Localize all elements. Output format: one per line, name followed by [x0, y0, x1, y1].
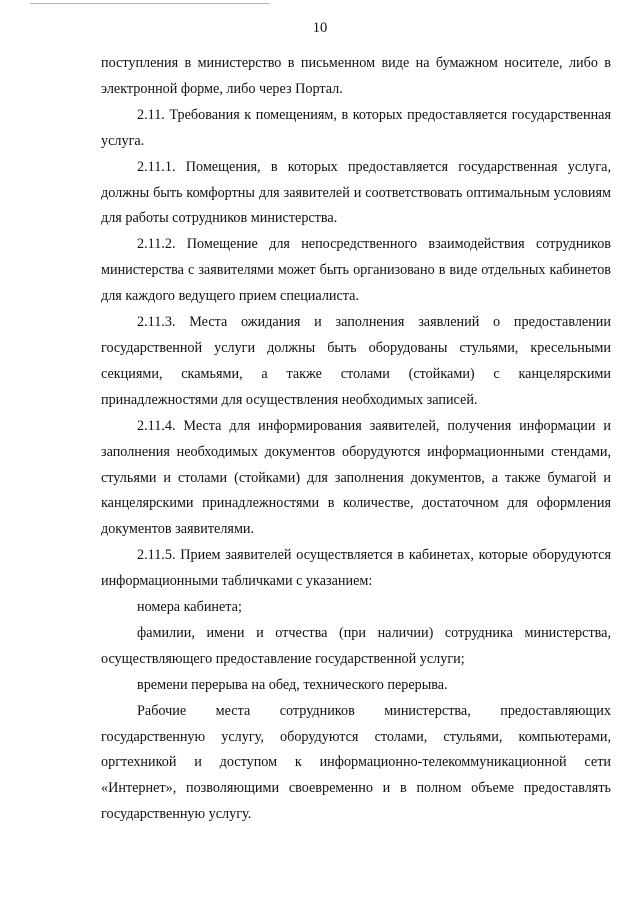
paragraph-section-2-11: 2.11. Требования к помещениям, в которых предоставляется государственная услуга.	[101, 106, 611, 149]
paragraph-intro-continuation: поступления в министерство в письменном виде на бумажном носителе, либо в электронной форме, либо через Портал.	[101, 55, 611, 97]
list-item-break-time: времени перерыва на обед, технического перерыва.	[137, 676, 448, 693]
paragraph-section-2-11-3: 2.11.3. Места ожидания и заполнения заявлений о предоставлении государственной услуги должны быть оборудованы стульями, кресельными секциями, скамьями, а также столами (стойками) с канцелярскими принадлежностями для осуществления необходимых записей.	[101, 314, 611, 408]
page-number: 10	[312, 20, 328, 36]
paragraph-section-2-11-2: 2.11.2. Помещение для непосредственного взаимодействия сотрудников министерства с заявителями может быть организовано в виде отдельных кабинетов для каждого ведущего прием специалиста.	[101, 236, 611, 305]
scan-top-rule	[30, 3, 270, 4]
paragraph-section-2-11-1: 2.11.1. Помещения, в которых предоставляется государственная услуга, должны быть комфортны для заявителей и соответствовать оптимальным условиям для работы сотрудников министерства.	[101, 158, 611, 227]
paragraph-workplaces: Рабочие места сотрудников министерства, предоставляющих государственную услугу, оборудуются столами, стульями, компьютерами, оргтехникой и доступом к информационно-телекоммуникационной сети «Интернет», позволяющими своевременно и в полном объеме предоставлять государственную услугу.	[101, 702, 611, 823]
paragraph-section-2-11-4: 2.11.4. Места для информирования заявителей, получения информации и заполнения необходимых документов оборудуются информационными стендами, стульями и столами (стойками) для заполнения документов, а также бумагой и канцелярскими принадлежностями в количестве, достаточном для оформления документов заявителями.	[101, 417, 611, 538]
list-item-employee-name: фамилии, имени и отчества (при наличии) сотрудника министерства, осуществляющего предоставление государственной услуги;	[101, 624, 611, 667]
list-item-cabinet-number: номера кабинета;	[137, 599, 242, 616]
document-body	[101, 51, 611, 828]
paragraph-section-2-11-5: 2.11.5. Прием заявителей осуществляется в кабинетах, которые оборудуются информационными табличками с указанием:	[101, 547, 611, 590]
